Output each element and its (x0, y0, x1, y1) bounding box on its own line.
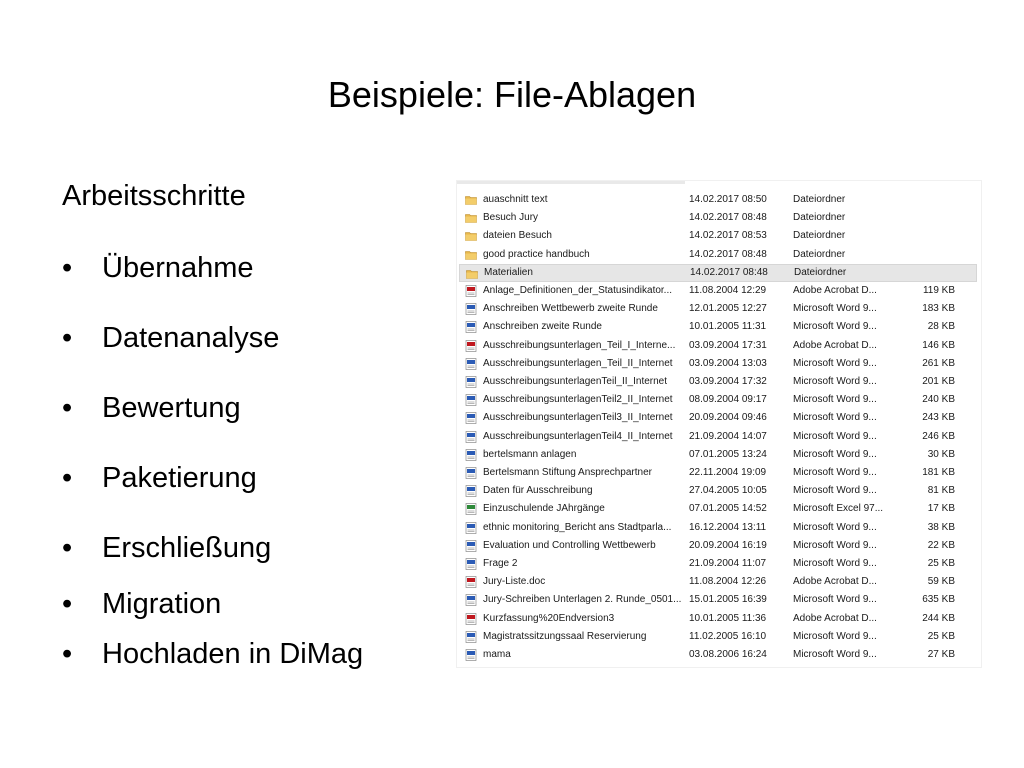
file-name: Daten für Ausschreibung (483, 485, 593, 497)
file-size: 261 KB (922, 357, 955, 369)
file-date: 14.02.2017 08:53 (689, 230, 767, 242)
word-icon (465, 649, 477, 661)
file-name: auaschnitt text (483, 194, 548, 205)
bullet-text: Datenanalyse (102, 322, 280, 354)
word-icon (465, 431, 477, 443)
file-type: Dateiordner (793, 230, 846, 242)
file-date: 14.02.2017 08:48 (690, 266, 768, 278)
file-date: 14.02.2017 08:48 (689, 212, 767, 224)
file-date: 10.01.2005 11:31 (689, 321, 767, 333)
word-icon (465, 303, 477, 315)
file-date: 20.09.2004 09:46 (689, 412, 767, 424)
file-date: 15.01.2005 16:39 (689, 594, 767, 606)
file-type: Adobe Acrobat D... (793, 339, 877, 351)
file-type: Microsoft Word 9... (793, 321, 877, 333)
column-header-strip (457, 181, 685, 184)
word-icon (465, 558, 477, 570)
file-date: 03.09.2004 17:32 (689, 376, 767, 387)
file-date: 07.01.2005 13:24 (689, 448, 767, 460)
file-name: Kurzfassung%20Endversion3 (483, 612, 615, 624)
bullet-marker: • (62, 588, 73, 620)
bullet-marker: • (62, 252, 73, 284)
bullet-text: Hochladen in DiMag (102, 638, 364, 670)
file-row[interactable] (459, 391, 977, 409)
file-row[interactable] (459, 537, 977, 555)
file-date: 11.02.2005 16:10 (689, 630, 767, 642)
file-type: Microsoft Word 9... (793, 630, 877, 642)
bullet-marker: • (62, 532, 73, 564)
file-type: Microsoft Word 9... (793, 485, 877, 497)
file-name: good practice handbuch (483, 248, 590, 260)
file-row[interactable] (459, 246, 977, 264)
word-icon (465, 485, 477, 497)
file-size: 30 KB (927, 448, 955, 460)
file-date: 03.08.2006 16:24 (689, 649, 767, 660)
pdf-icon (465, 285, 477, 297)
word-icon (465, 540, 477, 552)
file-name: Jury-Liste.doc (483, 576, 546, 588)
file-size: 28 KB (927, 321, 955, 333)
file-row[interactable] (459, 446, 977, 464)
file-row[interactable] (459, 209, 977, 227)
file-name: Jury-Schreiben Unterlagen 2. Runde_0501... (483, 594, 682, 606)
file-row[interactable] (459, 482, 977, 500)
file-row[interactable] (459, 282, 977, 300)
section-heading: Arbeitsschritte (62, 180, 246, 212)
pdf-icon (465, 340, 477, 352)
file-name: Bertelsmann Stiftung Ansprechpartner (483, 467, 652, 478)
file-date: 16.12.2004 13:11 (689, 521, 767, 533)
file-type: Microsoft Word 9... (793, 430, 877, 442)
bullet-text: Paketierung (102, 462, 257, 494)
file-size: 243 KB (922, 412, 955, 424)
file-size: 81 KB (927, 485, 955, 497)
word-icon (465, 594, 477, 606)
word-icon (465, 467, 477, 479)
file-type: Dateiordner (793, 212, 846, 224)
file-size: 22 KB (927, 539, 955, 551)
excel-icon (465, 503, 477, 515)
word-icon (465, 449, 477, 461)
file-row[interactable] (459, 428, 977, 446)
file-row[interactable] (459, 373, 977, 391)
file-type: Microsoft Word 9... (793, 558, 877, 569)
bullet-text: Erschließung (102, 532, 272, 564)
folder-icon (465, 249, 477, 261)
file-name: Einzuschulende JAhrgänge (483, 503, 605, 515)
folder-icon (465, 194, 477, 206)
file-type: Dateiordner (793, 194, 846, 205)
file-date: 21.09.2004 14:07 (689, 430, 767, 442)
file-size: 240 KB (922, 394, 955, 406)
file-date: 08.09.2004 09:17 (689, 394, 767, 406)
file-size: 183 KB (922, 303, 955, 315)
file-type: Dateiordner (793, 248, 846, 260)
file-row[interactable] (459, 264, 977, 282)
file-name: Ausschreibungsunterlagen_Teil_II_Internet (483, 357, 673, 369)
file-row[interactable] (459, 555, 977, 573)
file-type: Adobe Acrobat D... (793, 576, 877, 588)
file-date: 20.09.2004 16:19 (689, 539, 767, 551)
file-name: AusschreibungsunterlagenTeil4_II_Internet (483, 430, 673, 442)
file-type: Microsoft Excel 97... (793, 503, 884, 515)
file-date: 07.01.2005 14:52 (689, 503, 767, 515)
file-type: Microsoft Word 9... (793, 521, 877, 533)
file-name: Evaluation und Controlling Wettbewerb (483, 539, 656, 551)
file-date: 10.01.2005 11:36 (689, 612, 767, 624)
bullet-marker: • (62, 392, 73, 424)
file-type: Microsoft Word 9... (793, 467, 877, 478)
file-size: 181 KB (922, 467, 955, 478)
file-date: 14.02.2017 08:48 (689, 248, 767, 260)
file-size: 119 KB (922, 285, 955, 296)
folder-icon (465, 230, 477, 242)
file-name: ethnic monitoring_Bericht ans Stadtparla... (483, 521, 672, 533)
slide-title: Beispiele: File-Ablagen (327, 74, 697, 115)
file-name: AusschreibungsunterlagenTeil_II_Internet (483, 376, 668, 387)
file-type: Microsoft Word 9... (793, 594, 877, 606)
file-row[interactable] (459, 500, 977, 518)
word-icon (465, 631, 477, 643)
word-icon (465, 321, 477, 333)
word-icon (465, 522, 477, 534)
file-name: bertelsmann anlagen (483, 448, 577, 460)
file-size: 38 KB (927, 521, 955, 533)
file-name: Besuch Jury (483, 212, 539, 224)
bullet-text: Migration (102, 588, 222, 620)
file-date: 11.08.2004 12:29 (689, 285, 767, 296)
file-name: AusschreibungsunterlagenTeil2_II_Internet (483, 394, 673, 406)
file-name: mama (483, 649, 511, 660)
bullet-text: Bewertung (102, 392, 241, 424)
file-type: Microsoft Word 9... (793, 539, 877, 551)
file-size: 246 KB (922, 430, 955, 442)
file-row[interactable] (459, 191, 977, 209)
file-type: Microsoft Word 9... (793, 357, 877, 369)
pdf-icon (465, 576, 477, 588)
file-date: 03.09.2004 13:03 (689, 357, 767, 369)
file-name: AusschreibungsunterlagenTeil3_II_Internet (483, 412, 673, 424)
file-row[interactable] (459, 227, 977, 245)
file-explorer-list (456, 180, 982, 668)
file-date: 11.08.2004 12:26 (689, 576, 767, 588)
file-row[interactable] (459, 300, 977, 318)
file-row[interactable] (459, 573, 977, 591)
file-row[interactable] (459, 610, 977, 628)
file-row[interactable] (459, 409, 977, 427)
file-size: 146 KB (922, 339, 955, 351)
file-type: Adobe Acrobat D... (793, 285, 877, 296)
file-date: 22.11.2004 19:09 (689, 467, 767, 478)
file-date: 21.09.2004 11:07 (689, 558, 767, 569)
file-size: 59 KB (927, 576, 955, 588)
file-type: Microsoft Word 9... (793, 412, 877, 424)
file-row[interactable] (459, 355, 977, 373)
word-icon (465, 358, 477, 370)
file-size: 25 KB (927, 630, 955, 642)
file-name: Anlage_Definitionen_der_Statusindikator... (483, 285, 673, 296)
bullet-text: Übernahme (102, 252, 254, 284)
file-row[interactable] (459, 646, 977, 664)
file-date: 27.04.2005 10:05 (689, 485, 767, 497)
file-row[interactable] (459, 464, 977, 482)
word-icon (465, 412, 477, 424)
folder-icon (465, 212, 477, 224)
word-icon (465, 376, 477, 388)
file-name: Frage 2 (483, 558, 518, 569)
file-date: 14.02.2017 08:50 (689, 194, 767, 205)
file-row[interactable] (459, 591, 977, 609)
pdf-icon (465, 613, 477, 625)
word-icon (465, 394, 477, 406)
file-row[interactable] (459, 337, 977, 355)
file-date: 12.01.2005 12:27 (689, 303, 767, 315)
file-row[interactable] (459, 628, 977, 646)
file-row[interactable] (459, 318, 977, 336)
file-name: Anschreiben Wettbewerb zweite Runde (483, 303, 658, 315)
file-type: Microsoft Word 9... (793, 376, 877, 387)
file-size: 25 KB (927, 558, 955, 569)
file-size: 201 KB (922, 376, 955, 387)
file-size: 27 KB (927, 649, 955, 660)
file-type: Microsoft Word 9... (793, 303, 877, 315)
bullet-marker: • (62, 462, 73, 494)
file-type: Microsoft Word 9... (793, 394, 877, 406)
file-type: Adobe Acrobat D... (793, 612, 877, 624)
file-name: Magistratssitzungssaal Reservierung (483, 630, 647, 642)
file-type: Microsoft Word 9... (793, 649, 877, 660)
file-size: 17 KB (927, 503, 955, 515)
file-size: 244 KB (922, 612, 955, 624)
bullet-marker: • (62, 638, 73, 670)
file-type: Microsoft Word 9... (793, 448, 877, 460)
folder-icon (466, 268, 478, 280)
bullet-marker: • (62, 322, 73, 354)
file-name: Ausschreibungsunterlagen_Teil_I_Interne... (483, 339, 676, 351)
file-row[interactable] (459, 519, 977, 537)
file-name: Materialien (484, 266, 533, 278)
file-name: dateien Besuch (483, 230, 552, 242)
file-size: 635 KB (922, 594, 955, 606)
file-type: Dateiordner (794, 266, 847, 278)
file-date: 03.09.2004 17:31 (689, 339, 767, 351)
file-name: Anschreiben zweite Runde (483, 321, 602, 333)
